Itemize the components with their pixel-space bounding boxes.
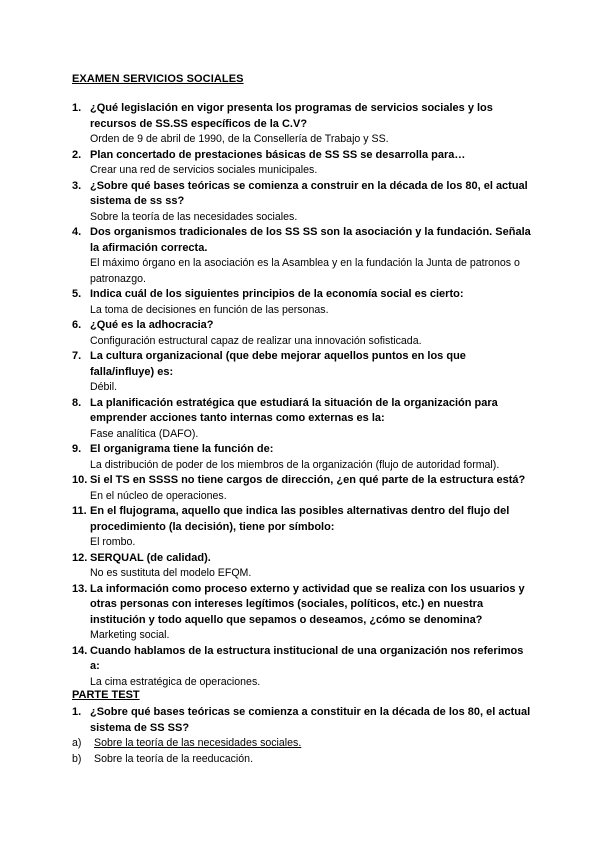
question-item-11: [72, 504, 532, 551]
question-item-12: [72, 551, 532, 582]
question-text: ¿Qué es la adhocracia?: [90, 319, 214, 331]
question-text: ¿Sobre qué bases teóricas se comienza a construir en la década de los 80, el actual sistema de ss ss?: [90, 179, 528, 207]
question-text: SERQUAL (de calidad).: [90, 551, 211, 564]
answer-text: Débil.: [90, 381, 118, 393]
question-number: 8.: [72, 396, 82, 409]
answer-text: Configuración estructural capaz de realizar una innovación sofisticada.: [90, 334, 422, 347]
question-text: En el flujograma, aquello que indica las posibles alternativas dentro del flujo del procedimiento (la decisión), tiene por símbolo:: [90, 505, 510, 533]
question-item-13: [72, 582, 532, 644]
answer-text: En el núcleo de operaciones.: [90, 489, 227, 502]
question-item-6: [72, 318, 532, 349]
test-option-b: [72, 752, 532, 768]
question-number: 1.: [72, 706, 82, 718]
question-text: Cuando hablamos de la estructura institucional de una organización nos referimos a:: [90, 644, 524, 672]
option-letter: b): [72, 752, 82, 765]
question-text: Plan concertado de prestaciones básicas de SS SS se desarrolla para…: [90, 148, 466, 161]
question-number: 11.: [72, 505, 87, 517]
option-text: Sobre la teoría de la reeducación.: [94, 752, 254, 765]
answer-text: Orden de 9 de abril de 1990, de la Consellería de Trabajo y SS.: [90, 133, 389, 145]
answer-text: Crear una red de servicios sociales municipales.: [90, 164, 318, 176]
test-option-a: [72, 736, 532, 752]
question-text: Dos organismos tradicionales de los SS SS son la asociación y la fundación. Señala la afirmación correcta.: [90, 226, 531, 254]
option-letter: a): [72, 737, 82, 749]
test-section-title: PARTE TEST: [72, 689, 140, 701]
question-text: La planificación estratégica que estudiará la situación de la organización para emprender acciones tanto internas como externas es la:: [90, 396, 498, 424]
option-text: Sobre la teoría de las necesidades sociales.: [94, 737, 302, 749]
question-text: Indica cuál de los siguientes principios de la economía social es cierto:: [90, 288, 464, 300]
answer-text: Marketing social.: [90, 629, 170, 641]
question-number: 7.: [72, 350, 82, 362]
question-number: 13.: [72, 582, 88, 595]
document-title: EXAMEN SERVICIOS SOCIALES: [72, 73, 244, 85]
question-number: 4.: [72, 226, 82, 238]
question-item-1: [72, 101, 532, 148]
question-list: [72, 101, 532, 690]
question-item-5: [72, 287, 532, 318]
question-number: 6.: [72, 319, 82, 331]
question-number: 5.: [72, 288, 82, 300]
answer-text: No es sustituta del modelo EFQM.: [90, 567, 252, 579]
question-item-9: [72, 442, 532, 473]
question-item-8: [72, 396, 532, 443]
question-number: 14.: [72, 644, 88, 657]
question-number: 1.: [72, 102, 82, 114]
answer-text: El rombo.: [90, 536, 136, 548]
question-text: La cultura organizacional (que debe mejorar aquellos puntos en los que falla/influye) es:: [90, 350, 466, 378]
answer-text: La distribución de poder de los miembros de la organización (flujo de autoridad formal).: [90, 458, 500, 471]
question-text: Si el TS en SSSS no tiene cargos de dirección, ¿en qué parte de la estructura está?: [90, 474, 526, 486]
question-item-14: [72, 644, 532, 691]
question-item-7: [72, 349, 532, 396]
question-item-10: [72, 473, 532, 504]
question-text: El organigrama tiene la función de:: [90, 443, 274, 455]
answer-text: Fase analítica (DAFO).: [90, 427, 199, 440]
question-item-2: [72, 148, 532, 179]
question-item-3: [72, 179, 532, 226]
test-question-item: [72, 705, 532, 736]
question-text: La información como proceso externo y actividad que se realiza con los usuarios y otras personas con intereses legítimos (sociales, políticos, etc.) en nuestra institución y todo aquello que sepamos o deseamos, ¿cómo se denomina?: [90, 582, 525, 626]
question-number: 3.: [72, 179, 82, 192]
answer-text: La toma de decisiones en función de las personas.: [90, 303, 329, 316]
question-item-4: [72, 225, 532, 287]
question-text: ¿Sobre qué bases teóricas se comienza a constituir en la década de los 80, el actual sistema de SS SS?: [90, 706, 531, 734]
question-number: 2.: [72, 148, 82, 161]
question-text: ¿Qué legislación en vigor presenta los programas de servicios sociales y los recursos de SS.SS específicos de la C.V?: [90, 102, 493, 130]
question-number: 10.: [72, 474, 88, 486]
question-number: 12.: [72, 551, 88, 564]
answer-text: La cima estratégica de operaciones.: [90, 675, 261, 688]
answer-text: El máximo órgano en la asociación es la Asamblea y en la fundación la Junta de patronos o patronazgo.: [90, 257, 520, 285]
question-number: 9.: [72, 443, 82, 455]
answer-text: Sobre la teoría de las necesidades sociales.: [90, 210, 298, 223]
test-section: [72, 705, 532, 767]
